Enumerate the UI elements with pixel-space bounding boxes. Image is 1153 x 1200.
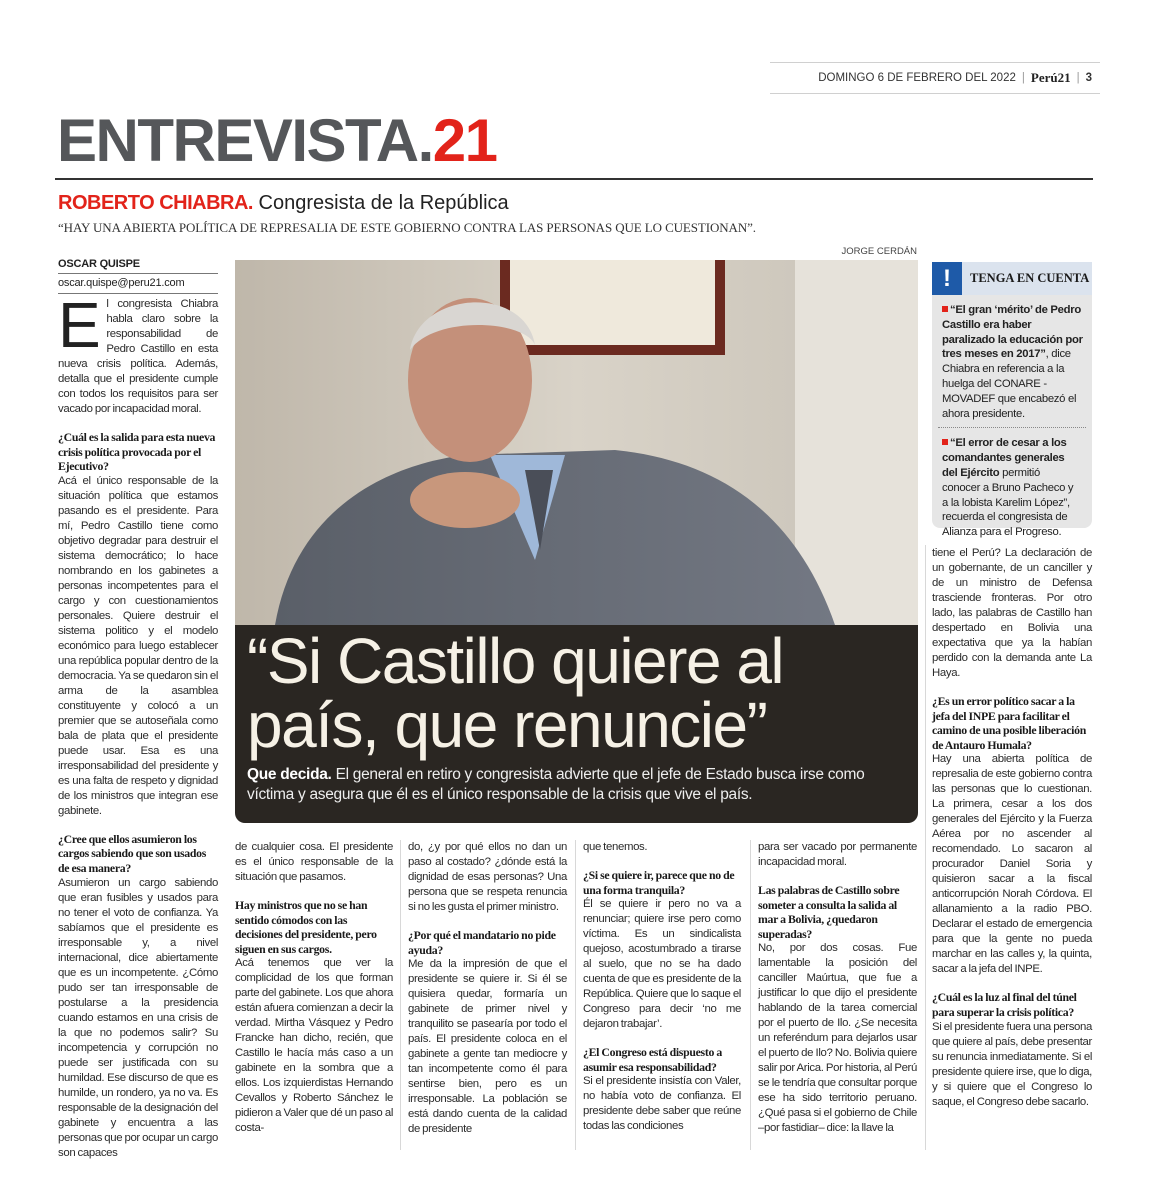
column-divider xyxy=(400,840,401,1150)
answer: Acá el único responsable de la situación política que estamos pasando es el presidente. Para mí, Pedro Castillo tiene como objetivo degradar para destruir el sistema democrático; lo hace nombrando en los gabinetes a personas incompetentes para el cargo y con cuestionamientos personales. Quiere destruir el sistema politico y el modelo económico para luego establecer una república popular dentro de la democracia. Ya se quedaron sin el arma de la asamblea constituyente y colocó a un premier que se autoseñala como bala de plata que el presidente puede usar. Esa es una irresponsabilidad del presidente y es una falta de respeto y dignidad de los ministros que integran ese gabinete. xyxy=(58,474,218,817)
sidebar-title: TENGA EN CUENTA xyxy=(970,271,1090,285)
newspaper-name: Perú21 xyxy=(1030,70,1071,85)
question: Hay ministros que no se han sentido cómodos con las decisiones del presidente, pero siguen en sus cargos. xyxy=(235,898,377,956)
question: ¿El Congreso está dispuesto a asumir esa responsabilidad? xyxy=(583,1045,722,1074)
answer: Me da la impresión de que el presidente se quiere ir. Si él se quisiera quedar, formaría un gabinete de primer nivel y tranquilito se pasearía por todo el país. El presidente coloca en el gabinete a gente tan mediocre y tan incompetente como él para sentirse bien, pero es un irresponsable. La población se está dando cuenta de la calidad de presidente xyxy=(408,958,567,1136)
drop-cap: E xyxy=(58,289,101,361)
column-divider xyxy=(750,840,751,1150)
answer: de cualquier cosa. El presidente es el único responsable de la situación que pasamos. xyxy=(235,841,393,883)
answer: tiene el Perú? La declaración de un gobernante, de un canciller y de un ministro de Defensa trasciende fronteras. Por otro lado, las palabras de Castillo han despertado en Bolivia una expectativa que ya la habían perdido con la demanda ante La Haya. xyxy=(932,547,1092,679)
interviewee-name: ROBERTO CHIABRA. xyxy=(58,192,253,214)
author-email[interactable]: oscar.quispe@peru21.com xyxy=(58,274,218,294)
answer: Él se quiere ir pero no va a renunciar; quiere irse pero como víctima. Es un sindicalista quejoso, acostumbrado a tirarse al suelo, que no se ha dado cuenta de que es presidente de la República. Quiere que lo saque el Congreso para decir ‘no me dejaron trabajar’. xyxy=(583,898,741,1031)
page-number: 3 xyxy=(1085,72,1092,84)
column-divider xyxy=(575,840,576,1150)
pull-quote: “HAY UNA ABIERTA POLÍTICA DE REPRESALIA DE ESTE GOBIERNO CONTRA LAS PERSONAS QUE LO CUESTIONAN”. xyxy=(58,220,756,235)
deck-text: El general en retiro y congresista advierte que el jefe de Estado busca irse como víctima y asegura que él es el único responsable de la crisis que vive el país. xyxy=(247,766,865,803)
headline: “Si Castillo quiere al país, que renuncie” xyxy=(247,625,784,761)
answer: que tenemos. xyxy=(583,841,648,853)
question: ¿Cuál es la salida para esta nueva crisis política provocada por el Ejecutivo? xyxy=(58,430,216,474)
exclamation-icon: ! xyxy=(932,262,962,295)
photo-credit: JORGE CERDÁN xyxy=(841,246,917,257)
question: ¿Es un error político sacar a la jefa del INPE para facilitar el camino de una posible liberación de Antauro Humala? xyxy=(932,694,1086,752)
bullet-icon xyxy=(942,439,948,445)
issue-date: DOMINGO 6 DE FEBRERO DEL 2022 xyxy=(818,72,1016,84)
section-number: 21 xyxy=(432,107,497,174)
question: ¿Cree que ellos asumieron los cargos sabiendo que son usados de esa manera? xyxy=(58,831,207,875)
interviewee xyxy=(58,190,509,216)
answer: Si el presidente fuera una persona que quiere al país, debe presentar su renuncia inmediatamente. Si el presidente quiere irse, que lo diga, y si quiere que el Congreso lo saque, el Congreso debe sacarlo. xyxy=(932,1020,1092,1108)
article-column-3 xyxy=(408,840,567,1137)
article-column-4 xyxy=(583,840,741,1134)
answer: para ser vacado por permanente incapacidad moral. xyxy=(758,841,917,868)
sidebar-item-bold: “El error de cesar a los comandantes generales del Ejército xyxy=(942,437,1067,479)
sidebar-item-text: , dice Chiabra en referencia a la huelga del CONARE - MOVADEF que encabezó el ahora presidente. xyxy=(942,348,1077,420)
question: Las palabras de Castillo sobre someter a consulta la salida al mar a Bolivia, ¿quedaron superadas? xyxy=(758,883,900,941)
portrait-image xyxy=(235,260,918,625)
sidebar-box xyxy=(932,262,1092,539)
answer: do, ¿y por qué ellos no dan un paso al costado? ¿dónde está la dignidad de esas personas? Una persona que se respeta renuncia si no les gusta el primer ministro. xyxy=(408,841,567,913)
answer: Acá tenemos que ver la complicidad de los que forman parte del gabinete. Los que ahora están afuera comienzan a decir la verdad. Mirtha Vásquez y Pedro Francke han dicho, recién, que Castillo le hacía más caso a un gabinete en la sombra que a ellos. Los izquierdistas Hernando Cevallos y Roberto Sánchez le pidieron a Valer que dé un paso al costa- xyxy=(235,957,393,1135)
sidebar-item xyxy=(938,427,1086,546)
answer: No, por dos cosas. Fue lamentable la posición del canciller Maúrtua, que fue a justificar lo que dijo el presidente hablando de la tarea comercial por el puerto de Ilo. ¿Se necesita un referéndum para dejarlos usar el puerto de Ilo? No. Bolivia quiere salir por Arica. Por historia, al Perú se le tendría que consultar porque ese ha sido territorio peruano. ¿Qué pasa si el gobierno de Chile –por fastidiar– dice: la llave la xyxy=(758,942,917,1135)
author-name: OSCAR QUISPE xyxy=(58,258,218,274)
question: ¿Por qué el mandatario no pide ayuda? xyxy=(408,928,556,957)
column-divider xyxy=(925,545,926,1150)
sidebar-item-text: permitió conocer a Bruno Pacheco y a la lobista Karelim López”, recuerda el congresista de Alianza para el Progreso. xyxy=(942,466,1074,539)
article-column-1 xyxy=(58,289,218,1161)
sidebar-item-bold: “El gran ‘mérito’ de Pedro Castillo era haber paralizado la educación por tres meses en 2017” xyxy=(942,304,1083,361)
section-divider xyxy=(55,178,1093,180)
headline-caption-box xyxy=(235,625,918,823)
deck-lead: Que decida. xyxy=(247,766,332,783)
interviewee-role: Congresista de la República xyxy=(258,192,509,214)
article-column-5 xyxy=(758,840,917,1136)
sidebar-header xyxy=(932,262,1092,295)
separator: | xyxy=(1021,72,1025,84)
answer: Hay una abierta política de represalia de este gobierno contra las personas que lo cuestionan. La primera, cesar a los dos generales del Ejército y la Fuerza Aérea por no ascender al recomendado. Lo sacaron al procurador Daniel Soria y quisieron sacar a la fiscal anticorrupción Norah Córdova. El allanamiento a la radio PBO. Declarar el estado de emergencia para que la gente no pueda marchar en las calles y, la quinta, sacar a la jefa del INPE. xyxy=(932,753,1092,976)
question: ¿Cuál es la luz al final del túnel para superar la crisis política? xyxy=(932,990,1077,1019)
article-column-6 xyxy=(932,546,1092,1110)
separator: | xyxy=(1076,72,1080,84)
section-name: ENTREVISTA. xyxy=(57,107,433,174)
question: ¿Si se quiere ir, parece que no de una forma tranquila? xyxy=(583,868,735,897)
answer: Si el presidente insistía con Valer, no había voto de confianza. El presidente debe saber que reúne todas las condiciones xyxy=(583,1075,741,1133)
deck xyxy=(247,765,906,805)
intro-text: l congresista Chiabra habla claro sobre la responsabilidad de Pedro Castillo en esta nueva crisis política. Además, detalla que el presidente cumple con todos los requisitos para ser vacado por incapacidad moral. xyxy=(58,298,218,415)
bullet-icon xyxy=(942,306,948,312)
date-header xyxy=(770,62,1100,94)
interviewee-photo xyxy=(235,260,918,625)
section-title xyxy=(57,108,497,174)
answer: Asumieron un cargo sabiendo que eran fusibles y usados para no tener el voto de confianza. Ya sabíamos que el presidente es irresponsable y, a nivel internacional, dice abiertamente que es un incompetente. ¿Cómo pudo ser tan irresponsable de postularse a la presidencia cuando estamos en una crisis de la que no podemos salir? Su incompetencia y corrupción no puede ser justificada con su humildad. Ese discurso de que es humilde, un rondero, ya no va. Es responsable de la designación del gabinete y encuentra a las personas que por ocupar un cargo son capaces xyxy=(58,876,218,1159)
sidebar-item xyxy=(932,295,1092,427)
article-column-2 xyxy=(235,840,393,1136)
